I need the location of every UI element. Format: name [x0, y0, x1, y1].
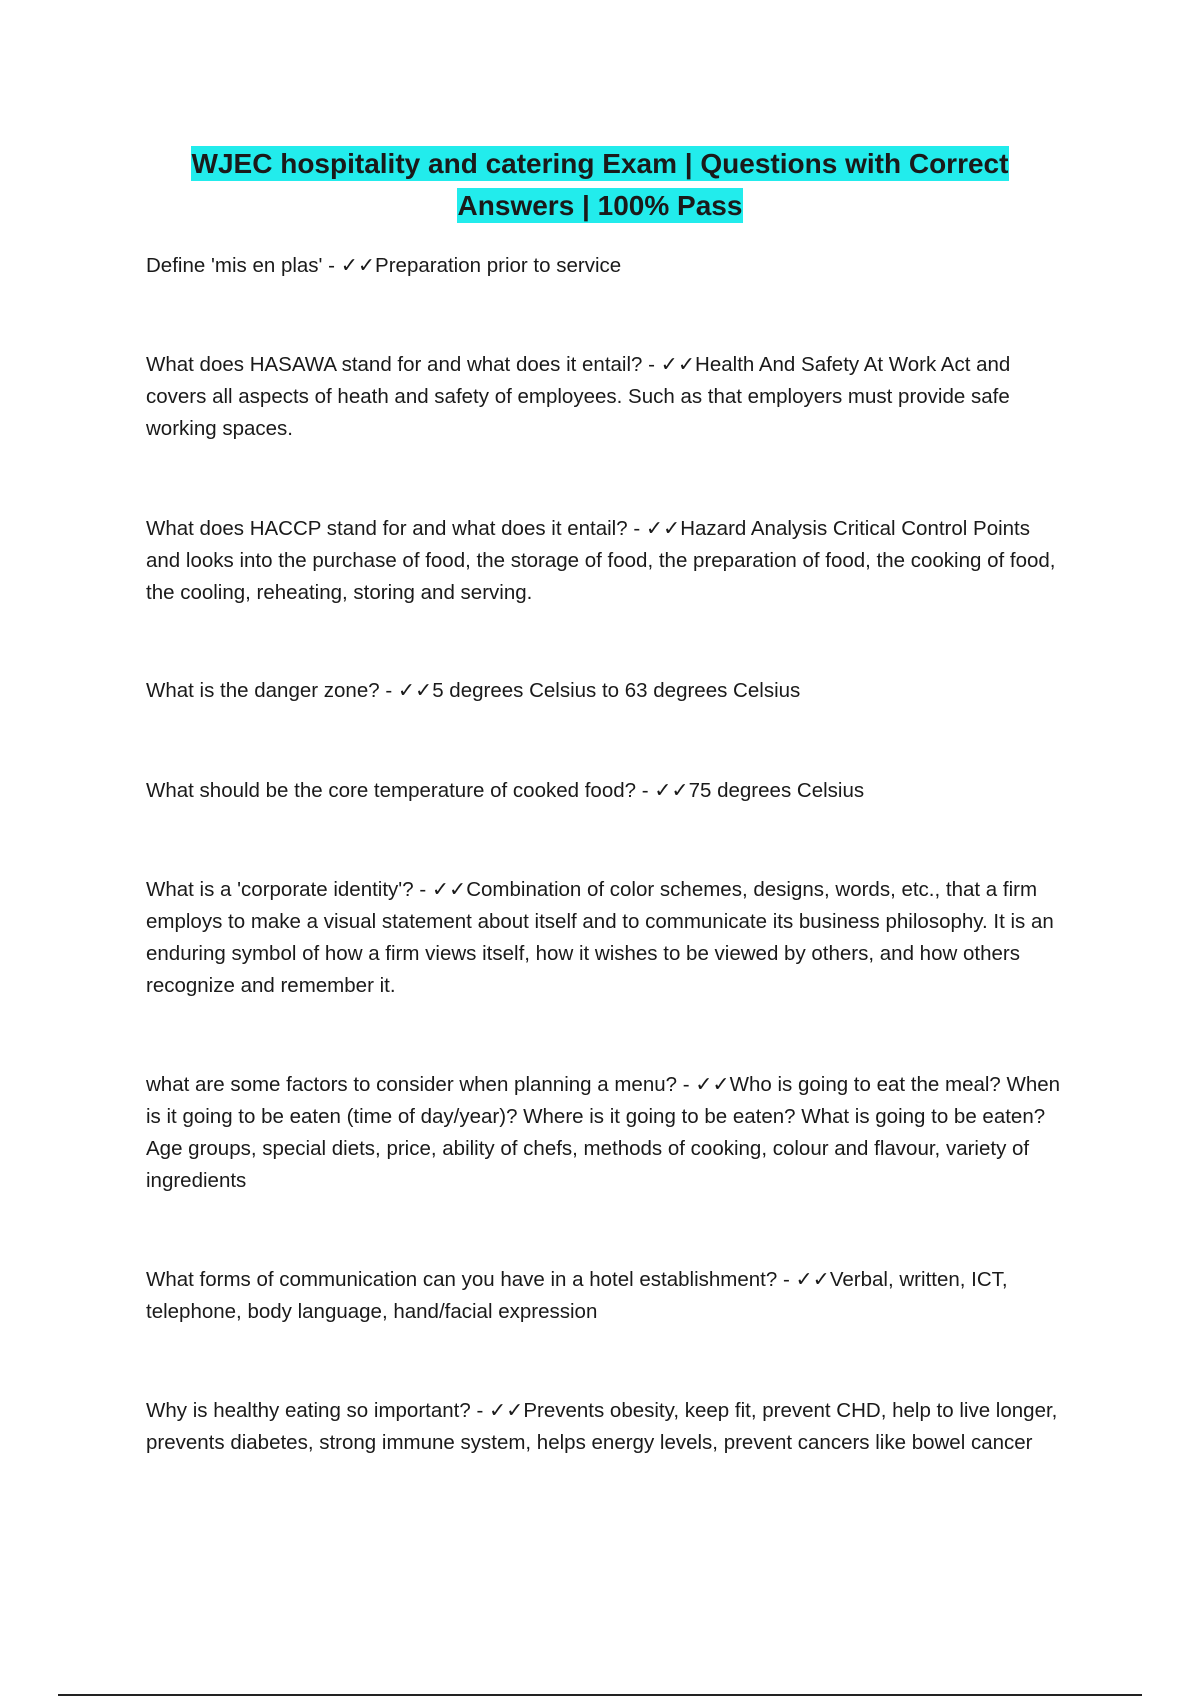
qa-item-1	[146, 250, 1066, 282]
qa-item-6	[146, 874, 1066, 1002]
answer-text: Verbal, written, ICT, telephone, body language, hand/facial expression	[146, 1268, 1008, 1323]
title-line-2: Answers | 100% Pass	[457, 190, 743, 221]
footer-divider	[58, 1694, 1142, 1696]
check-mark-icon: ✓✓	[695, 1073, 730, 1096]
qa-item-7	[146, 1069, 1066, 1197]
question-text: Why is healthy eating so important?	[146, 1399, 471, 1422]
check-mark-icon: ✓✓	[431, 878, 467, 901]
separator: -	[677, 1073, 696, 1096]
question-text: Define 'mis en plas'	[146, 254, 323, 277]
answer-text: Hazard Analysis Critical Control Points and looks into the purchase of food, the storage of food, the preparation of food, the cooking of food, the cooling, reheating, storing and serving.	[146, 517, 1056, 604]
separator: -	[636, 779, 655, 802]
separator: -	[470, 1399, 489, 1422]
check-mark-icon: ✓✓	[660, 353, 696, 376]
qa-item-9	[146, 1395, 1066, 1459]
question-text: What forms of communication can you have in a hotel establishment?	[146, 1268, 778, 1291]
check-mark-icon: ✓✓	[340, 254, 376, 277]
separator: -	[627, 517, 646, 540]
check-mark-icon: ✓✓	[397, 679, 433, 702]
question-text: What is the danger zone?	[146, 679, 380, 702]
qa-item-8	[146, 1264, 1066, 1328]
qa-item-2	[146, 349, 1066, 445]
question-text: what are some factors to consider when planning a menu?	[146, 1073, 678, 1096]
question-text: What does HACCP stand for and what does it entail?	[146, 517, 628, 540]
separator: -	[642, 353, 661, 376]
qa-item-4	[146, 675, 1066, 707]
check-mark-icon: ✓✓	[795, 1268, 830, 1291]
question-text: What is a 'corporate identity'?	[146, 878, 414, 901]
question-text: What should be the core temperature of cooked food?	[146, 779, 637, 802]
check-mark-icon: ✓✓	[654, 779, 689, 802]
answer-text: Prevents obesity, keep fit, prevent CHD, help to live longer, prevents diabetes, strong immune system, helps energy levels, prevent cancers like bowel cancer	[146, 1399, 1058, 1454]
question-text: What does HASAWA stand for and what does it entail?	[146, 353, 643, 376]
check-mark-icon: ✓✓	[645, 517, 681, 540]
separator: -	[322, 254, 341, 277]
document-title	[120, 143, 1080, 227]
separator: -	[379, 679, 398, 702]
answer-text: Who is going to eat the meal? When is it going to be eaten (time of day/year)? Where is it going to be eaten? What is going to be eaten? Age groups, special diets, price, ability of chefs, methods of cooking, colour and flavour, variety of ingredients	[146, 1073, 1061, 1192]
answer-text: Preparation prior to service	[375, 254, 622, 277]
separator: -	[413, 878, 432, 901]
answer-text: 5 degrees Celsius to 63 degrees Celsius	[432, 679, 801, 702]
answer-text: Health And Safety At Work Act and covers all aspects of heath and safety of employees. Such as that employers must provide safe working spaces.	[146, 353, 1011, 440]
answer-text: 75 degrees Celsius	[688, 779, 865, 802]
answer-text: Combination of color schemes, designs, words, etc., that a firm employs to make a visual statement about itself and to communicate its business philosophy. It is an enduring symbol of how a firm views itself, how it wishes to be viewed by others, and how others recognize and remember it.	[146, 878, 1054, 997]
title-line-1: WJEC hospitality and catering Exam | Questions with Correct	[191, 148, 1009, 179]
qa-item-5	[146, 775, 1066, 807]
separator: -	[777, 1268, 796, 1291]
qa-item-3	[146, 513, 1066, 609]
check-mark-icon: ✓✓	[488, 1399, 524, 1422]
